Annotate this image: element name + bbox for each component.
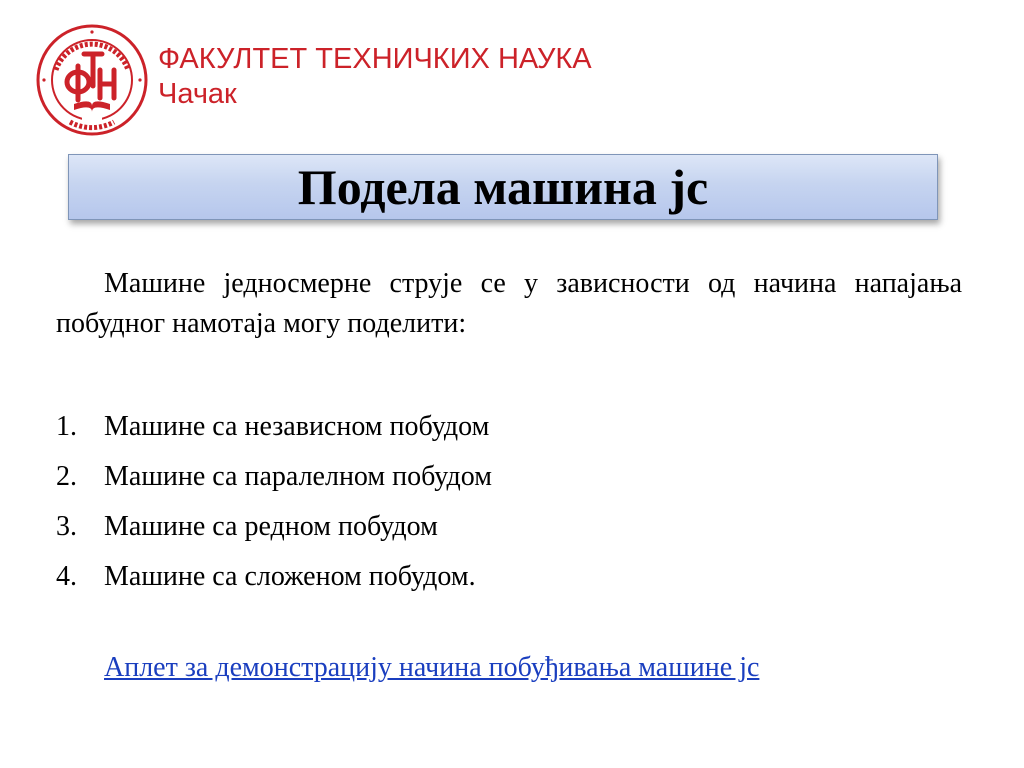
list-item <box>56 452 962 502</box>
list-item-number: 1. <box>56 411 77 442</box>
list-item-text: Машине са паралелном побудом <box>104 461 492 492</box>
list-item <box>56 552 962 602</box>
intro-paragraph: Машине једносмерне струје се у зависности од начина напајања побудног намотаја могу поделити: <box>56 268 962 339</box>
faculty-seal-icon <box>36 24 148 136</box>
list-item <box>56 502 962 552</box>
list-item-text: Машине са независном побудом <box>104 411 490 442</box>
list-item-text: Машине са сложеном побудом. <box>104 561 476 592</box>
title-box <box>68 154 938 220</box>
list-item-text: Машине са редном побудом <box>104 511 438 542</box>
list-item-number: 2. <box>56 461 77 492</box>
list-item-number: 3. <box>56 511 77 542</box>
list-item <box>56 402 962 452</box>
applet-demo-link[interactable]: Аплет за демонстрацију начина побуђивања машине јс <box>104 652 760 683</box>
faculty-city: Чачак <box>158 78 237 110</box>
list-item-number: 4. <box>56 561 77 592</box>
machine-types-list <box>56 402 962 602</box>
slide-title: Подела машина јс <box>297 159 709 215</box>
faculty-name: ФАКУЛТЕТ ТЕХНИЧКИХ НАУКА <box>158 43 592 75</box>
